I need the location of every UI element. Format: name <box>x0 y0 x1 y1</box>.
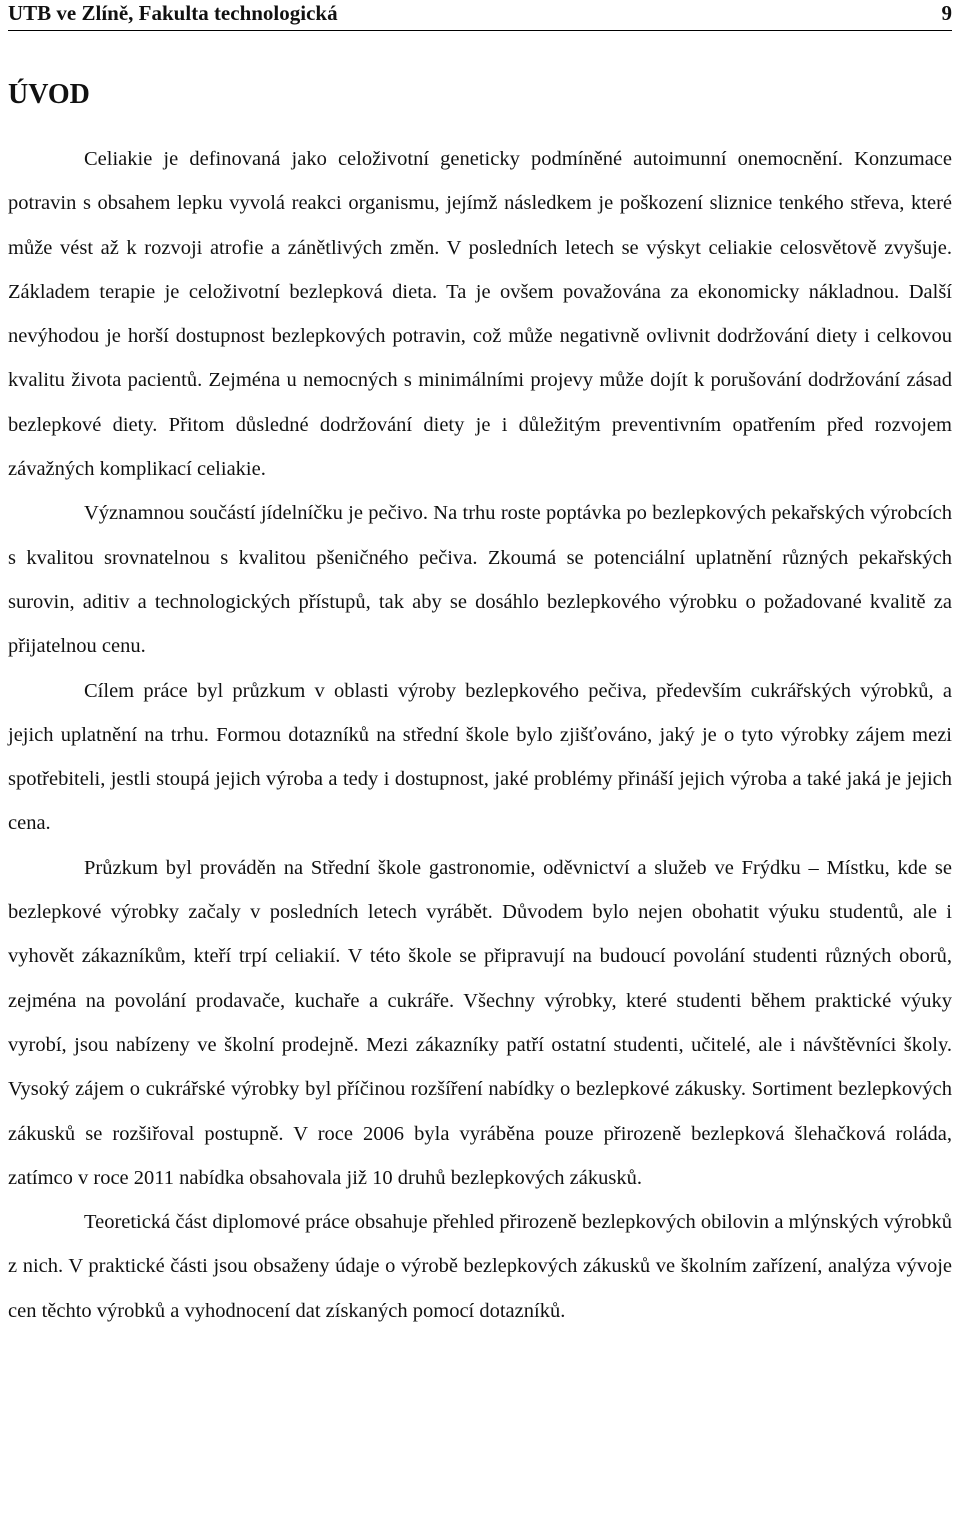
paragraph-pastry: Významnou součástí jídelníčku je pečivo. Na trhu roste poptávka po bezlepkových pekařských výrobcích s kvalitou srovnatelnou s kvalitou pšeničného pečiva. Zkoumá se potenciální uplatnění různých pekařských surovin, aditiv a technologických přístupů, tak aby se dosáhlo bezlepkového výrobku o požadované kvalitě za přijatelnou cenu. <box>8 502 952 658</box>
paragraph-structure: Teoretická část diplomové práce obsahuje přehled přirozeně bezlepkových obilovin a mlýnských výrobků z nich. V praktické části jsou obsaženy údaje o výrobě bezlepkových zákusků ve školním zařízení, analýza vývoje cen těchto výrobků a vyhodnocení dat získaných pomocí dotazníků. <box>8 1211 952 1322</box>
header-title: UTB ve Zlíně, Fakulta technologická <box>8 1 338 25</box>
page-number: 9 <box>941 1 952 25</box>
paragraph-survey: Průzkum byl prováděn na Střední škole gastronomie, oděvnictví a služeb ve Frýdku – Místku, kde se bezlepkové výrobky začaly v posledních letech vyrábět. Důvodem bylo nejen obohatit výuku studentů, ale i vyhovět zákazníkům, kteří trpí celiakií. V této škole se připravují na budoucí povolání studenti různých oborů, zejména na povolání prodavače, kuchaře a cukráře. Všechny výrobky, které studenti během praktické výuky vyrobí, jsou nabízeny ve školní prodejně. Mezi zákazníky patří ostatní studenti, učitelé, ale i návštěvníci školy. Vysoký zájem o cukrářské výrobky byl příčinou rozšíření nabídky o bezlepkové zákusky. Sortiment bezlepkových zákusků se rozšiřoval postupně. V roce 2006 byla vyráběna pouze přirozeně bezlepková šlehačková roláda, zatímco v roce 2011 nabídka obsahovala již 10 druhů bezlepkových zákusků. <box>8 856 952 1189</box>
paragraph-goal: Cílem práce byl průzkum v oblasti výroby bezlepkového pečiva, především cukrářských výrobků, a jejich uplatnění na trhu. Formou dotazníků na střední škole bylo zjišťováno, jaký je o tyto výrobky zájem mezi spotřebiteli, jestli stoupá jejich výroba a tedy i dostupnost, jaké problémy přináší jejich výroba a také jaká je jejich cena. <box>8 679 952 835</box>
body-text <box>8 137 952 1333</box>
paragraph-intro: Celiakie je definovaná jako celoživotní geneticky podmíněné autoimunní onemocnění. Konzumace potravin s obsahem lepku vyvolá reakci organismu, jejímž následkem je poškození sliznice tenkého střeva, které může vést až k rozvoji atrofie a zánětlivých změn. V posledních letech se výskyt celiakie celosvětově zvyšuje. Základem terapie je celoživotní bezlepková dieta. Ta je ovšem považována za ekonomicky nákladnou. Další nevýhodou je horší dostupnost bezlepkových potravin, což může negativně ovlivnit dodržování diety i celkovou kvalitu života pacientů. Zejména u nemocných s minimálními projevy může dojít k porušování dodržování zásad bezlepkové diety. Přitom důsledné dodržování diety je i důležitým preventivním opatřením před rozvojem závažných komplikací celiakie. <box>8 148 952 481</box>
running-header <box>8 0 952 31</box>
section-heading: ÚVOD <box>8 79 90 110</box>
